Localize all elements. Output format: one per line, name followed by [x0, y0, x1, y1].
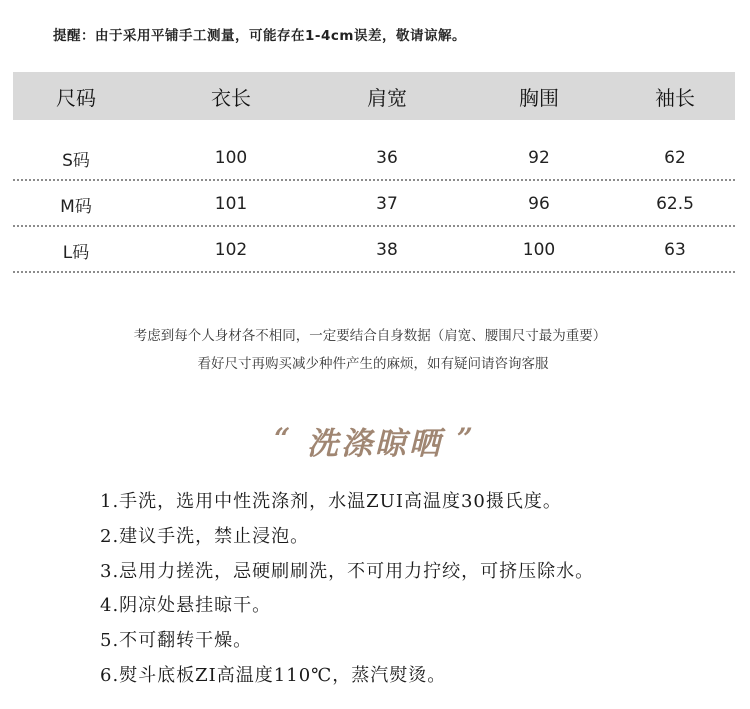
shoulder-cell: 37 [376, 194, 398, 214]
sleeve-cell: 62 [664, 148, 686, 168]
size-cell: M码 [60, 196, 92, 217]
list-item: 2.建议手洗，禁止浸泡。 [100, 525, 310, 547]
table-row [13, 181, 735, 227]
table-row [13, 227, 735, 273]
sleeve-cell: 62.5 [656, 194, 694, 214]
table-row [13, 135, 735, 181]
open-quote-mark: “ [274, 422, 294, 455]
chest-cell: 92 [528, 148, 550, 168]
measurement-notice: 提醒：由于采用平铺手工测量，可能存在1-4cm误差，敬请谅解。 [53, 28, 466, 44]
size-advice-line-2: 看好尺寸再购买减少种件产生的麻烦，如有疑问请咨询客服 [197, 356, 549, 372]
length-cell: 100 [214, 148, 248, 168]
sleeve-cell: 63 [664, 240, 686, 260]
size-table [13, 72, 735, 273]
shoulder-cell: 36 [376, 148, 398, 168]
size-cell: S码 [62, 150, 90, 171]
size-table-header [13, 72, 735, 120]
length-cell: 102 [214, 240, 248, 260]
list-item: 5.不可翻转干燥。 [100, 630, 253, 652]
care-instructions-list [100, 488, 594, 697]
shoulder-cell: 38 [376, 240, 398, 260]
list-item: 4.阴凉处悬挂晾干。 [100, 595, 272, 617]
list-item: 6.熨斗底板ZI高温度110℃，蒸汽熨烫。 [100, 664, 447, 686]
list-item: 1.手洗，选用中性洗涤剂，水温ZUI高温度30摄氏度。 [100, 491, 562, 512]
care-section-title [0, 418, 750, 463]
close-quote-mark: ” [456, 422, 476, 455]
header-length: 衣长 [211, 85, 251, 110]
header-sleeve: 袖长 [655, 85, 695, 110]
length-cell: 101 [214, 194, 248, 214]
size-cell: L码 [62, 242, 90, 263]
care-title-text: 洗涤晾晒 [307, 426, 443, 462]
chest-cell: 96 [528, 194, 550, 214]
header-size: 尺码 [56, 85, 96, 110]
header-chest: 胸围 [519, 85, 559, 110]
list-item: 3.忌用力搓洗，忌硬刷刷洗，不可用力拧绞，可挤压除水。 [100, 560, 595, 582]
size-advice-line-1: 考虑到每个人身材各不相同，一定要结合自身数据（肩宽、腰围尺寸最为重要） [133, 328, 607, 344]
chest-cell: 100 [522, 240, 556, 260]
header-shoulder: 肩宽 [367, 85, 407, 110]
